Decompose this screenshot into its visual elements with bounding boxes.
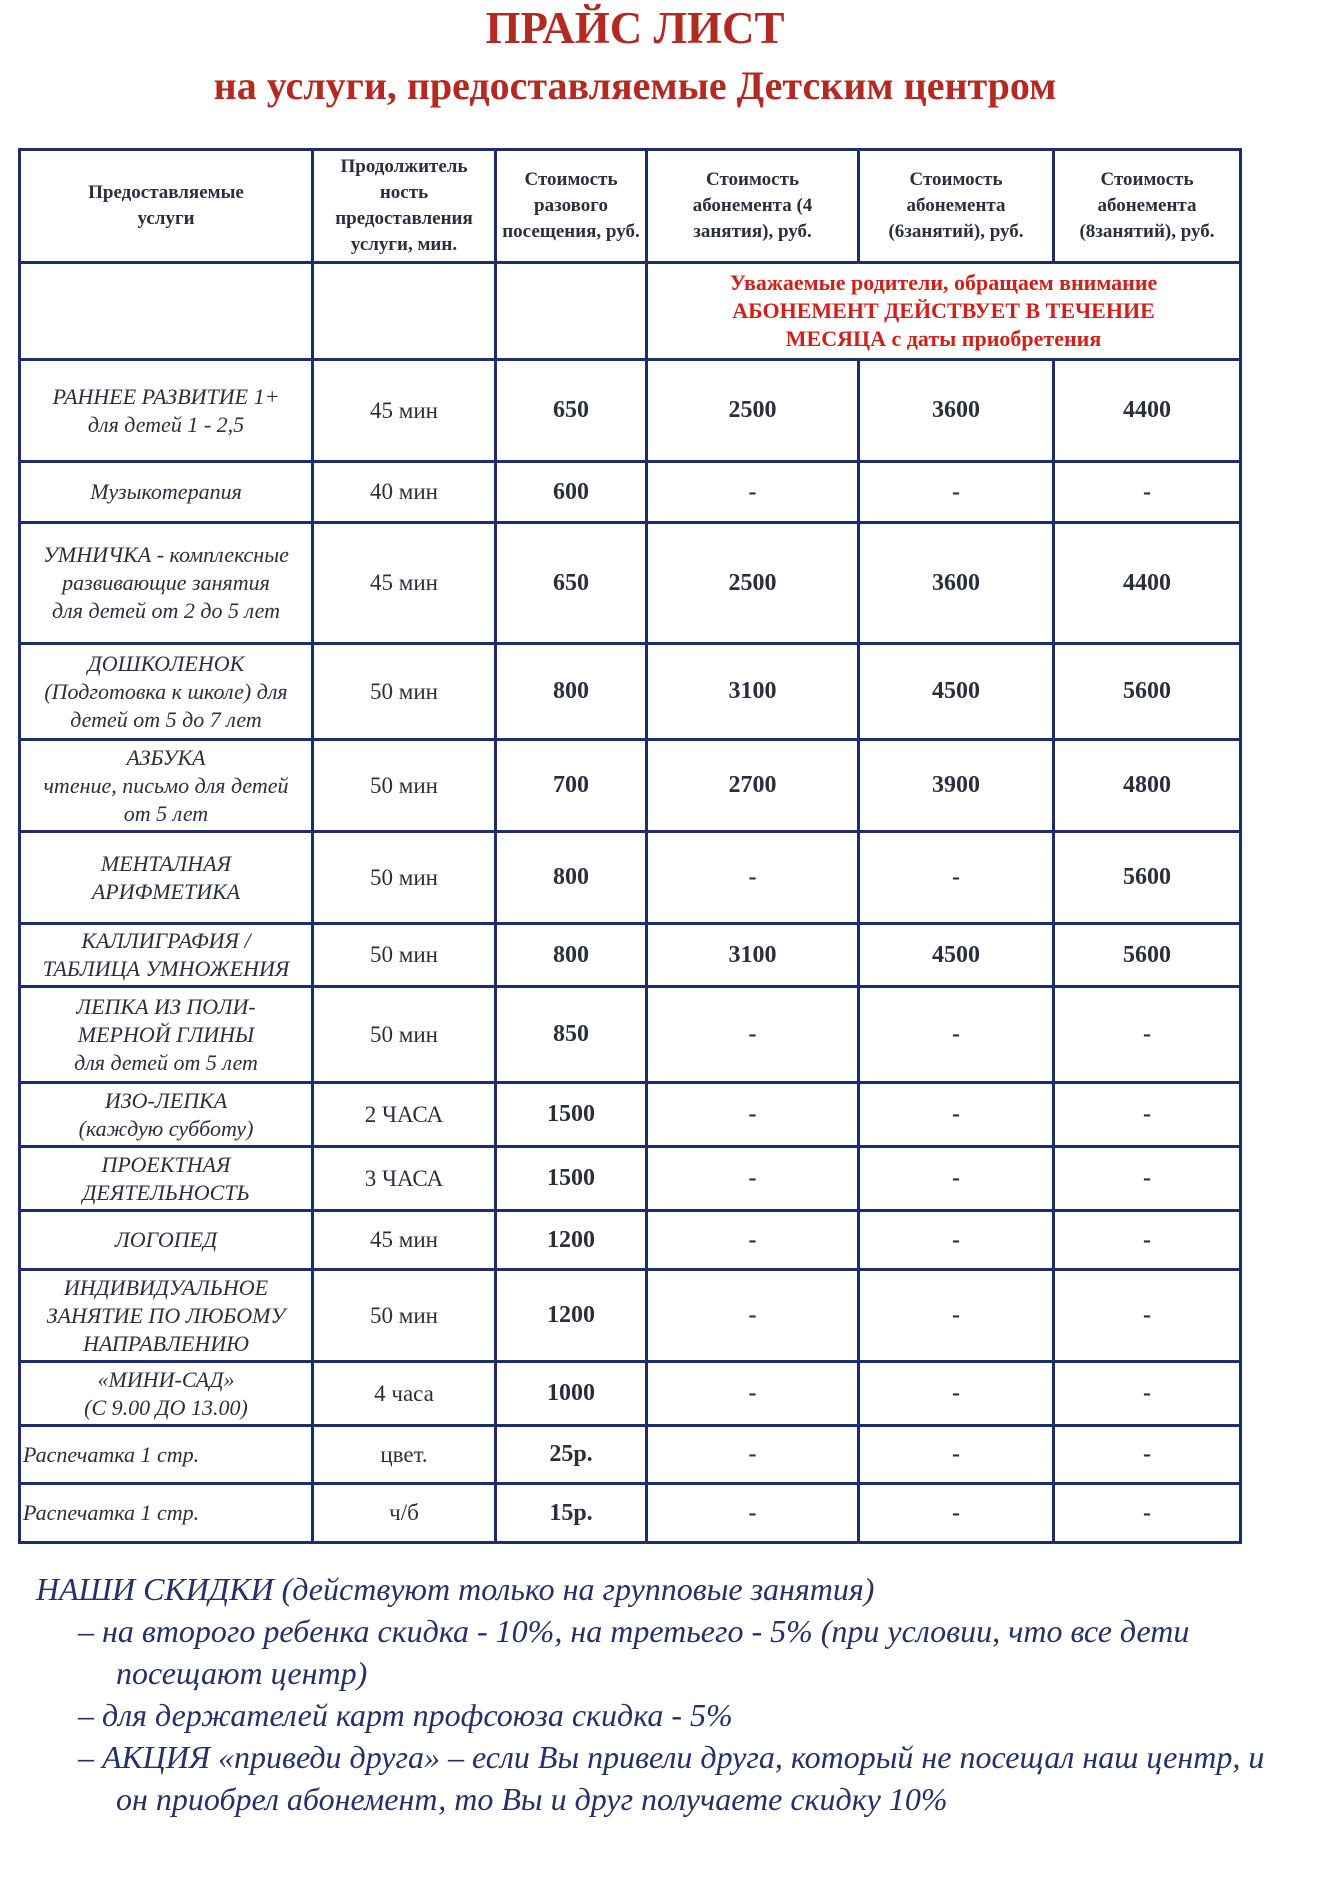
service-name-line: ЛЕПКА ИЗ ПОЛИ-: [76, 993, 256, 1019]
column-header-sub4-price: Стоимость абонемента (4 занятия), руб.: [647, 150, 859, 263]
duration-cell: 45 мин: [313, 360, 496, 462]
service-name-line: для детей от 2 до 5 лет: [52, 598, 280, 623]
table-row: [20, 1362, 1241, 1426]
sub8-price-cell: 4400: [1054, 523, 1241, 644]
duration-cell: 50 мин: [313, 924, 496, 987]
notice-line: Уважаемые родители, обращаем внимание: [729, 270, 1158, 295]
service-name-line: МЕРНОЙ ГЛИНЫ: [77, 1021, 255, 1047]
notice-line: АБОНЕМЕНТ ДЕЙСТВУЕТ В ТЕЧЕНИЕ: [732, 298, 1155, 323]
sub6-price-cell: -: [859, 1211, 1054, 1270]
sub6-price-cell: -: [859, 1083, 1054, 1147]
duration-cell: 50 мин: [313, 644, 496, 740]
sub8-price-cell: -: [1054, 1426, 1241, 1484]
service-name-cell: [20, 1083, 313, 1147]
sub8-price-cell: -: [1054, 1211, 1241, 1270]
service-name-line: МЕНТАЛНАЯ: [100, 850, 232, 876]
single-price-cell: 25р.: [496, 1426, 647, 1484]
sub4-price-cell: -: [647, 987, 859, 1083]
sub4-price-cell: 2700: [647, 740, 859, 832]
service-name-cell: [20, 987, 313, 1083]
service-name-line: (Подготовка к школе) для: [44, 678, 288, 704]
table-row: [20, 523, 1241, 644]
sub6-price-cell: -: [859, 1484, 1054, 1543]
sub6-price-cell: 4500: [859, 644, 1054, 740]
service-name-line: чтение, письмо для детей: [43, 772, 289, 798]
service-name-cell: [20, 644, 313, 740]
service-name-cell: [20, 462, 313, 523]
duration-cell: 2 ЧАСА: [313, 1083, 496, 1147]
duration-cell: 40 мин: [313, 462, 496, 523]
sub6-price-cell: -: [859, 1362, 1054, 1426]
duration-cell: 45 мин: [313, 523, 496, 644]
service-name-line: АЗБУКА: [126, 744, 206, 770]
sub8-price-cell: 5600: [1054, 832, 1241, 924]
service-name-line: «МИНИ-САД»: [97, 1366, 235, 1392]
service-name-line: ДОШКОЛЕНОК: [87, 650, 245, 676]
sub4-price-cell: -: [647, 832, 859, 924]
page-subtitle: на услуги, предоставляемые Детским центром: [213, 63, 1057, 108]
single-price-cell: 700: [496, 740, 647, 832]
sub6-price-cell: -: [859, 1270, 1054, 1362]
subscription-notice: [647, 263, 1241, 360]
service-name-line: развивающие занятия: [62, 570, 270, 595]
sub4-price-cell: -: [647, 1083, 859, 1147]
discounts-section: [36, 1568, 1286, 1820]
duration-cell: 45 мин: [313, 1211, 496, 1270]
service-name-cell: [20, 1426, 313, 1484]
table-row: [20, 644, 1241, 740]
duration-cell: 50 мин: [313, 987, 496, 1083]
notice-empty-cell: [20, 263, 313, 360]
sub6-price-cell: 4500: [859, 924, 1054, 987]
duration-cell: 50 мин: [313, 740, 496, 832]
service-name-line: УМНИЧКА - комплексные: [43, 542, 289, 567]
sub8-price-cell: -: [1054, 462, 1241, 523]
sub4-price-cell: -: [647, 1270, 859, 1362]
service-name-cell: [20, 740, 313, 832]
duration-cell: ч/б: [313, 1484, 496, 1543]
table-row: [20, 1484, 1241, 1543]
table-row: [20, 1426, 1241, 1484]
service-name-cell: [20, 832, 313, 924]
sub4-price-cell: -: [647, 1362, 859, 1426]
single-price-cell: 1500: [496, 1147, 647, 1211]
sub8-price-cell: 4800: [1054, 740, 1241, 832]
service-name-line: (С 9.00 ДО 13.00): [84, 1394, 248, 1420]
sub4-price-cell: 3100: [647, 644, 859, 740]
service-name-line: от 5 лет: [123, 800, 209, 826]
sub8-price-cell: -: [1054, 987, 1241, 1083]
table-row: [20, 1211, 1241, 1270]
sub4-price-cell: 3100: [647, 924, 859, 987]
single-price-cell: 650: [496, 523, 647, 644]
discount-item: – для держателей карт профсоюза скидка - 5%: [78, 1697, 733, 1733]
sub8-price-cell: -: [1054, 1484, 1241, 1543]
duration-cell: 3 ЧАСА: [313, 1147, 496, 1211]
column-header-service: Предоставляемые услуги: [20, 150, 313, 263]
sub6-price-cell: 3600: [859, 360, 1054, 462]
table-row: [20, 987, 1241, 1083]
sub4-price-cell: -: [647, 1484, 859, 1543]
table-row: [20, 740, 1241, 832]
sub6-price-cell: -: [859, 1426, 1054, 1484]
notice-empty-cell: [496, 263, 647, 360]
page-title: ПРАЙС ЛИСТ: [485, 3, 785, 53]
column-header-sub6-price: Стоимость абонемента (6занятий), руб.: [859, 150, 1054, 263]
service-name-line: КАЛЛИГРАФИЯ /: [81, 928, 251, 953]
sub8-price-cell: -: [1054, 1270, 1241, 1362]
service-name-cell: [20, 1147, 313, 1211]
column-header-sub8-price: Стоимость абонемента (8занятий), руб.: [1054, 150, 1241, 263]
table-row: [20, 1270, 1241, 1362]
discount-item: – на второго ребенка скидка - 10%, на третьего - 5% (при условии, что все дети посещают центр): [78, 1613, 1190, 1691]
duration-cell: 4 часа: [313, 1362, 496, 1426]
duration-cell: цвет.: [313, 1426, 496, 1484]
single-price-cell: 1200: [496, 1211, 647, 1270]
table-row: [20, 832, 1241, 924]
single-price-cell: 1000: [496, 1362, 647, 1426]
notice-empty-cell: [313, 263, 496, 360]
service-name-line: ТАБЛИЦА УМНОЖЕНИЯ: [42, 956, 290, 981]
sub4-price-cell: 2500: [647, 360, 859, 462]
discounts-heading: НАШИ СКИДКИ (действуют только на групповые занятия): [36, 1571, 875, 1607]
single-price-cell: 800: [496, 644, 647, 740]
sub6-price-cell: -: [859, 462, 1054, 523]
table-row: [20, 924, 1241, 987]
sub6-price-cell: -: [859, 987, 1054, 1083]
service-name-line: (каждую субботу): [78, 1115, 254, 1141]
duration-cell: 50 мин: [313, 832, 496, 924]
table-row: [20, 360, 1241, 462]
service-name-line: ИНДИВИДУАЛЬНОЕ: [63, 1274, 269, 1300]
sub4-price-cell: -: [647, 462, 859, 523]
price-table: [18, 148, 1242, 1544]
service-name-cell: [20, 1484, 313, 1543]
single-price-cell: 600: [496, 462, 647, 523]
notice-line: МЕСЯЦА с даты приобретения: [785, 326, 1102, 351]
service-name-line: ДЕЯТЕЛЬНОСТЬ: [82, 1179, 250, 1205]
service-name-cell: [20, 360, 313, 462]
service-name-cell: [20, 924, 313, 987]
single-price-cell: 1500: [496, 1083, 647, 1147]
service-name-cell: [20, 1270, 313, 1362]
column-header-single-price: Стоимость разового посещения, руб.: [496, 150, 647, 263]
service-name-line: для детей 1 - 2,5: [87, 411, 245, 437]
table-header-row: [20, 150, 1241, 263]
service-name-line: НАПРАВЛЕНИЮ: [83, 1330, 249, 1356]
sub6-price-cell: 3600: [859, 523, 1054, 644]
table-row: [20, 1083, 1241, 1147]
sub4-price-cell: -: [647, 1211, 859, 1270]
service-name-cell: [20, 1362, 313, 1426]
single-price-cell: 800: [496, 924, 647, 987]
sub6-price-cell: -: [859, 1147, 1054, 1211]
service-name-line: АРИФМЕТИКА: [91, 878, 241, 904]
service-name-line: Распечатка 1 стр.: [23, 1500, 200, 1525]
table-row: [20, 462, 1241, 523]
sub4-price-cell: -: [647, 1147, 859, 1211]
duration-cell: 50 мин: [313, 1270, 496, 1362]
single-price-cell: 650: [496, 360, 647, 462]
sub8-price-cell: 5600: [1054, 924, 1241, 987]
sub4-price-cell: 2500: [647, 523, 859, 644]
service-name-cell: [20, 523, 313, 644]
sub8-price-cell: 4400: [1054, 360, 1241, 462]
single-price-cell: 15р.: [496, 1484, 647, 1543]
service-name-line: ЗАНЯТИЕ ПО ЛЮБОМУ: [46, 1302, 286, 1328]
service-name-line: для детей от 5 лет: [74, 1049, 258, 1075]
discount-item: – АКЦИЯ «приведи друга» – если Вы привели друга, который не посещал наш центр, и он приобрел абонемент, то Вы и друг получаете скидку 10%: [78, 1739, 1265, 1817]
service-name-line: ИЗО-ЛЕПКА: [104, 1087, 228, 1113]
sub8-price-cell: 5600: [1054, 644, 1241, 740]
column-header-duration: Продолжитель ность предоставления услуги, мин.: [313, 150, 496, 263]
sub6-price-cell: -: [859, 832, 1054, 924]
service-name-line: ПРОЕКТНАЯ: [101, 1151, 231, 1177]
service-name-cell: [20, 1211, 313, 1270]
service-name-line: детей от 5 до 7 лет: [70, 706, 262, 732]
single-price-cell: 850: [496, 987, 647, 1083]
sub4-price-cell: -: [647, 1426, 859, 1484]
table-row: [20, 1147, 1241, 1211]
service-name-line: РАННЕЕ РАЗВИТИЕ 1+: [52, 383, 280, 409]
sub6-price-cell: 3900: [859, 740, 1054, 832]
service-name-line: ЛОГОПЕД: [114, 1227, 218, 1252]
sub8-price-cell: -: [1054, 1083, 1241, 1147]
notice-row: [20, 263, 1241, 360]
sub8-price-cell: -: [1054, 1362, 1241, 1426]
sub8-price-cell: -: [1054, 1147, 1241, 1211]
single-price-cell: 800: [496, 832, 647, 924]
service-name-line: Музыкотерапия: [90, 479, 242, 504]
service-name-line: Распечатка 1 стр.: [23, 1441, 200, 1467]
single-price-cell: 1200: [496, 1270, 647, 1362]
